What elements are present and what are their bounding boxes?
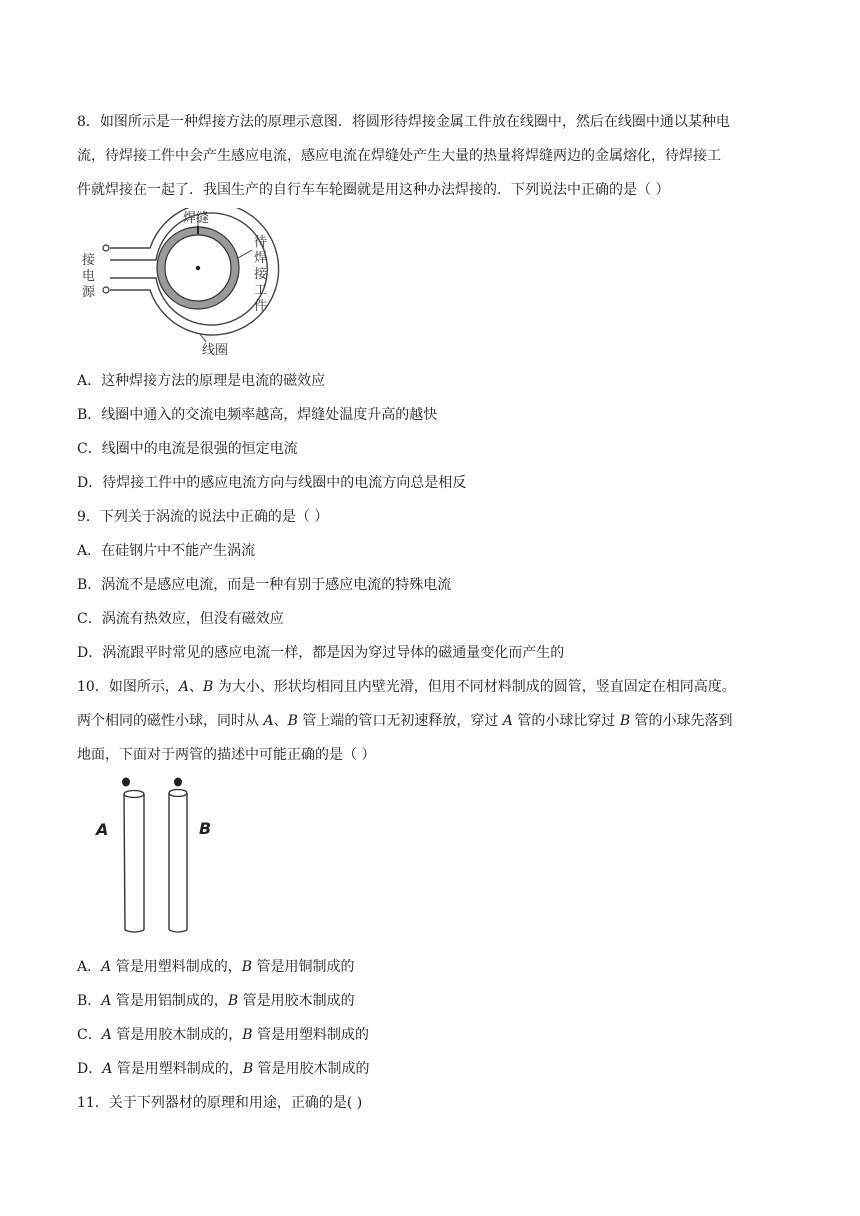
workpiece-label-1: 待: [254, 235, 268, 250]
q10-var-a: A: [101, 959, 112, 975]
q10-var-a: A: [178, 679, 189, 695]
q8-stem-line3: 件就焊接在一起了．我国生产的自行车车轮圈就是用这种办法焊接的．下列说法中正确的是（ ）: [77, 182, 670, 198]
q10-stem-line3: 地面，下面对于两管的描述中可能正确的是（ ）: [77, 747, 376, 763]
q10-option-a: [77, 957, 354, 977]
q11-stem: 11．关于下列器材的原理和用途，正确的是( ): [77, 1095, 363, 1111]
q8-option-d: D．待焊接工件中的感应电流方向与线圈中的电流方向总是相反: [77, 475, 467, 491]
ball-a: [122, 778, 130, 787]
q10-tubes-figure: [82, 776, 232, 936]
option-text: 管是用塑料制成的: [252, 1027, 370, 1043]
tube-b-label: B: [199, 819, 212, 838]
q8-option-a: A．这种焊接方法的原理是电流的磁效应: [77, 373, 326, 389]
q8-option-b: B．线圈中通入的交流电频率越高，焊缝处温度升高的越快: [77, 407, 438, 423]
q9-option-a: A．在硅钢片中不能产生涡流: [77, 543, 256, 559]
q8-option-c: C．线圈中的电流是很强的恒定电流: [77, 441, 298, 457]
q10-var-a: A: [101, 1027, 112, 1043]
option-letter: B．: [77, 993, 102, 1009]
option-letter: C．: [77, 1027, 102, 1043]
option-letter: A．: [77, 959, 102, 975]
q10-var-b: B: [619, 713, 631, 729]
q10-stem-line1: [77, 677, 736, 697]
q10-stem-line2: [77, 711, 733, 731]
option-text: 管是用铝制成的，: [111, 993, 228, 1009]
workpiece-label-2: 焊: [254, 251, 268, 266]
q10-text: 、: [188, 679, 203, 695]
q10-var-b: B: [241, 959, 252, 975]
q10-option-d: [77, 1059, 370, 1079]
tube-b: [169, 790, 187, 933]
q10-option-b: [77, 991, 355, 1011]
coil-label: 线圈: [202, 343, 229, 358]
q9-option-c: C．涡流有热效应，但没有磁效应: [77, 611, 284, 627]
q10-text: 管上端的管口无初速释放，穿过: [297, 713, 503, 729]
workpiece-label-4: 工: [254, 283, 268, 298]
q10-text: 10．如图所示，: [77, 679, 179, 695]
tube-a: [124, 791, 144, 933]
q10-text: 、: [273, 713, 288, 729]
q10-text: 管的小球先落到: [630, 713, 733, 729]
option-text: 管是用胶木制成的: [238, 993, 355, 1009]
terminal-bottom: [103, 287, 109, 293]
q10-var-a: A: [502, 713, 513, 729]
q10-var-a: A: [263, 713, 274, 729]
q10-var-b: B: [242, 1027, 253, 1043]
workpiece-label-5: 件: [254, 299, 268, 314]
option-text: 管是用胶木制成的，: [111, 1027, 243, 1043]
q10-text: 两个相同的磁性小球，同时从: [77, 713, 264, 729]
q10-text: 管的小球比穿过: [512, 713, 620, 729]
q10-var-b: B: [287, 713, 298, 729]
option-text: 管是用塑料制成的，: [112, 1061, 243, 1077]
power-label-1: 接: [82, 253, 96, 268]
q10-var-b: B: [202, 679, 214, 695]
option-text: 管是用塑料制成的，: [111, 959, 242, 975]
q10-var-b: B: [227, 993, 239, 1009]
q10-var-a: A: [102, 1061, 113, 1077]
option-letter: D．: [77, 1061, 103, 1077]
tube-a-label: A: [96, 820, 109, 839]
power-label-2: 电: [82, 269, 96, 284]
q10-text: 为大小、形状均相同且内壁光滑，但用不同材料制成的圆管，竖直固定在相同高度。: [213, 679, 736, 695]
q9-option-d: D．涡流跟平时常见的感应电流一样，都是因为穿过导体的磁通量变化而产生的: [77, 645, 565, 661]
weld-label: 焊缝: [183, 211, 210, 226]
workpiece-label-3: 接: [254, 267, 268, 282]
q8-stem-line2: 流，待焊接工件中会产生感应电流，感应电流在焊缝处产生大量的热量将焊缝两边的金属熔化，待焊接工: [77, 148, 721, 164]
terminal-top: [103, 245, 109, 251]
q9-stem: 9．下列关于涡流的说法中正确的是（ ）: [77, 509, 329, 525]
power-label-3: 源: [82, 285, 96, 300]
q10-option-c: [77, 1025, 369, 1045]
q10-var-b: B: [242, 1061, 254, 1077]
option-text: 管是用胶木制成的: [253, 1061, 370, 1077]
q8-stem-line1: 8．如图所示是一种焊接方法的原理示意图．将圆形待焊接金属工件放在线圈中，然后在线圈中通以某种电: [77, 114, 730, 130]
center-dot: [196, 266, 200, 270]
ball-b: [174, 778, 182, 787]
q8-welding-figure: [80, 208, 280, 360]
q9-option-b: B．涡流不是感应电流，而是一种有别于感应电流的特殊电流: [77, 577, 452, 593]
q10-var-a: A: [101, 993, 112, 1009]
option-text: 管是用铜制成的: [252, 959, 355, 975]
